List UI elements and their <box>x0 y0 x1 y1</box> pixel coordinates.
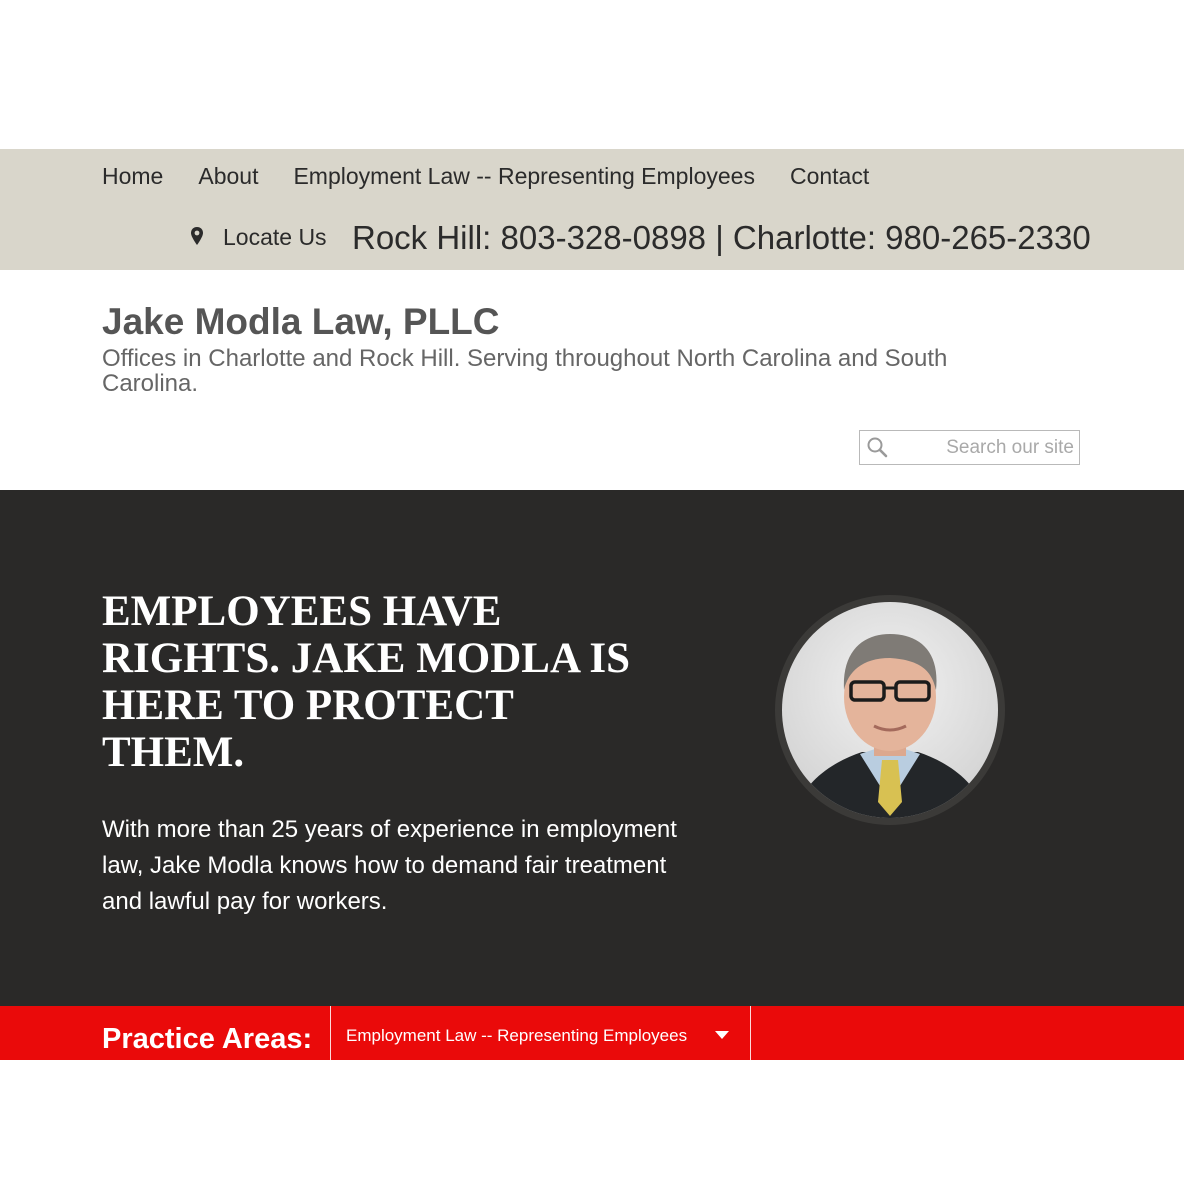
nav-employment-law[interactable]: Employment Law -- Representing Employees <box>293 163 755 189</box>
firm-name[interactable]: Jake Modla Law, PLLC <box>102 301 500 342</box>
practice-areas-dropdown[interactable] <box>331 1006 750 1060</box>
phone-numbers[interactable]: Rock Hill: 803-328-0898 | Charlotte: 980-265-2330 <box>352 219 1091 256</box>
nav-home[interactable]: Home <box>102 163 164 189</box>
attorney-portrait <box>775 595 1005 825</box>
practice-areas-selected: Employment Law -- Representing Employees <box>346 1026 688 1045</box>
hero-text: With more than 25 years of experience in employment law, Jake Modla knows how to demand fair treatment and lawful pay for workers. <box>102 816 677 915</box>
caret-down-icon <box>715 1031 729 1039</box>
main-nav <box>102 163 869 190</box>
search-box <box>859 430 1080 465</box>
firm-tagline: Offices in Charlotte and Rock Hill. Serving throughout North Carolina and South Carolina. <box>102 345 948 397</box>
locate-us-label: Locate Us <box>223 224 327 250</box>
map-pin-icon <box>189 226 205 250</box>
attorney-photo <box>782 602 998 818</box>
practice-areas-label: Practice Areas: <box>102 1023 313 1055</box>
practice-divider-right <box>750 1006 751 1060</box>
nav-about[interactable]: About <box>198 163 259 189</box>
search-icon[interactable] <box>866 436 888 458</box>
hero-title: EMPLOYEES HAVE RIGHTS. JAKE MODLA IS HERE TO PROTECT THEM. <box>102 588 631 776</box>
locate-us-link[interactable] <box>189 224 327 251</box>
search-input[interactable] <box>896 432 1074 463</box>
nav-contact[interactable]: Contact <box>789 163 870 189</box>
